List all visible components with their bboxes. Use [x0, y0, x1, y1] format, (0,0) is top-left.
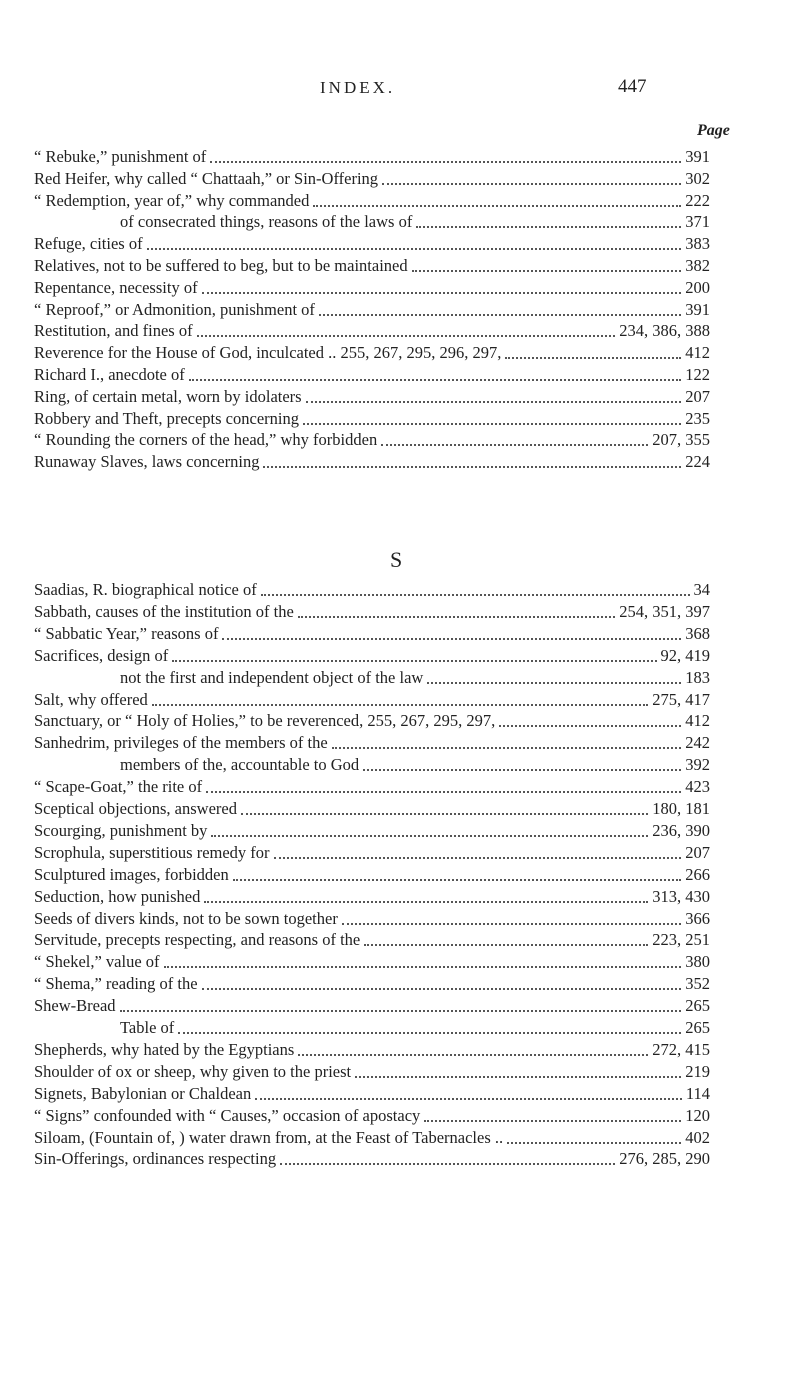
entry-text: Seduction, how punished — [34, 886, 201, 906]
entry-pages: 180, 181 — [652, 799, 710, 818]
index-entry — [34, 363, 710, 385]
entry-pages: 242 — [685, 733, 710, 753]
index-entry — [34, 863, 710, 885]
index-entry — [34, 254, 710, 276]
dot-leader — [147, 247, 682, 250]
entry-text: Saadias, R. biographical notice of — [34, 580, 257, 599]
dot-leader — [274, 856, 682, 859]
dot-leader — [172, 659, 656, 662]
dot-leader — [382, 182, 681, 185]
dot-leader — [164, 965, 682, 968]
index-entry — [34, 385, 710, 407]
index-entry — [34, 950, 710, 972]
entry-text: “ Rebuke,” punishment of — [34, 147, 207, 166]
entry-text: Ring, of certain metal, worn by idolaters — [34, 386, 302, 406]
dot-leader — [222, 637, 681, 640]
entry-pages: 234, 386, 388 — [619, 321, 710, 341]
index-entry — [34, 928, 710, 950]
dot-leader — [342, 922, 681, 925]
dot-leader — [152, 703, 648, 706]
entry-pages: 114 — [685, 1083, 710, 1103]
dot-leader — [298, 615, 615, 618]
index-entry — [120, 753, 710, 775]
entry-pages: 265 — [685, 996, 710, 1016]
index-entry — [34, 622, 710, 644]
entry-pages: 266 — [685, 864, 710, 884]
dot-leader — [241, 812, 648, 815]
index-entry — [34, 797, 710, 819]
dot-leader — [233, 878, 682, 881]
entry-text: “ Shema,” reading of the — [34, 974, 198, 994]
entry-pages: 391 — [685, 299, 710, 319]
entry-pages: 412 — [685, 711, 710, 731]
entry-pages: 368 — [685, 623, 710, 643]
dot-leader — [280, 1162, 615, 1165]
entry-pages: 224 — [685, 452, 710, 472]
entry-text: Reverence for the House of God, inculcated .. 255, 267, 295, 296, 297, — [34, 343, 502, 363]
index-entry — [34, 819, 710, 841]
entry-text: Refuge, cities of — [34, 234, 143, 254]
index-entry — [34, 709, 710, 731]
entry-pages: 391 — [685, 147, 710, 166]
index-entry — [34, 145, 710, 167]
index-entry — [34, 167, 710, 189]
entry-text: Sceptical objections, answered — [34, 799, 237, 818]
entry-pages: 371 — [685, 212, 710, 232]
entry-text: Runaway Slaves, laws concerning — [34, 452, 260, 472]
entry-pages: 272, 415 — [652, 1039, 710, 1059]
dot-leader — [364, 943, 648, 946]
entry-text: “ Shekel,” value of — [34, 952, 160, 972]
dot-leader — [381, 443, 648, 446]
index-entry — [34, 907, 710, 929]
entry-pages: 222 — [685, 190, 710, 210]
index-entry — [34, 885, 710, 907]
entry-pages: 34 — [693, 580, 710, 599]
dot-leader — [427, 681, 681, 684]
entry-pages: 302 — [685, 168, 710, 188]
dot-leader — [332, 746, 682, 749]
entry-text: “ Reproof,” or Admonition, punishment of — [34, 299, 315, 319]
index-entry — [34, 578, 710, 600]
entry-pages: 275, 417 — [652, 689, 710, 709]
entry-text: Sacrifices, design of — [34, 645, 169, 665]
entry-text: Robbery and Theft, precepts concerning — [34, 408, 299, 428]
dot-leader — [499, 724, 681, 727]
index-entry — [34, 1060, 710, 1082]
index-entry — [34, 1147, 710, 1169]
entry-text: “ Redemption, year of,” why commanded — [34, 190, 310, 210]
dot-leader — [303, 422, 681, 425]
entry-text: Sanhedrim, privileges of the members of the — [34, 733, 328, 753]
entry-pages: 313, 430 — [652, 886, 710, 906]
page-header — [0, 78, 800, 108]
entry-pages: 402 — [685, 1127, 710, 1147]
dot-leader — [263, 465, 681, 468]
entry-pages: 423 — [685, 777, 710, 797]
dot-leader — [505, 356, 681, 359]
entry-pages: 352 — [685, 974, 710, 994]
index-entry — [34, 276, 710, 298]
index-entry — [34, 775, 710, 797]
entry-text: “ Sabbatic Year,” reasons of — [34, 623, 219, 643]
entry-pages: 200 — [685, 277, 710, 297]
entry-pages: 276, 285, 290 — [619, 1149, 710, 1169]
entry-text: Table of — [120, 1018, 175, 1037]
entry-pages: 412 — [685, 343, 710, 363]
index-entry — [120, 1016, 710, 1038]
dot-leader — [319, 313, 681, 316]
entry-text: Shew-Bread — [34, 996, 116, 1016]
entry-text: Shepherds, why hated by the Egyptians — [34, 1039, 295, 1059]
entry-text: “ Signs” confounded with “ Causes,” occasion of apostacy — [34, 1105, 421, 1125]
index-entry — [34, 319, 710, 341]
entry-text: Sin-Offerings, ordinances respecting — [34, 1149, 277, 1169]
entry-pages: 122 — [685, 365, 710, 384]
index-entry — [34, 1104, 710, 1126]
entry-pages: 120 — [685, 1105, 710, 1125]
dot-leader — [298, 1053, 648, 1056]
index-entry — [34, 298, 710, 320]
dot-leader — [255, 1097, 682, 1100]
dot-leader — [412, 269, 682, 272]
dot-leader — [197, 334, 616, 337]
entry-pages: 392 — [685, 755, 710, 775]
dot-leader — [120, 1009, 682, 1012]
index-entry — [34, 341, 710, 363]
dot-leader — [507, 1141, 681, 1144]
entry-text: Sanctuary, or “ Holy of Holies,” to be reverenced, 255, 267, 295, 297, — [34, 711, 496, 731]
page-number: 447 — [618, 76, 647, 97]
entry-text: “ Scape-Goat,” the rite of — [34, 777, 203, 797]
entry-text: Red Heifer, why called “ Chattaah,” or Sin-Offering — [34, 168, 379, 188]
entry-pages: 219 — [685, 1061, 710, 1081]
dot-leader — [355, 1075, 681, 1078]
dot-leader — [202, 987, 682, 990]
entry-pages: 366 — [685, 908, 710, 928]
dot-leader — [204, 900, 648, 903]
dot-leader — [363, 768, 681, 771]
entry-text: Servitude, precepts respecting, and reasons of the — [34, 930, 361, 950]
index-entry — [34, 600, 710, 622]
dot-leader — [211, 834, 648, 837]
index-entry — [34, 731, 710, 753]
index-entry — [34, 407, 710, 429]
index-entry — [34, 994, 710, 1016]
entry-text: Seeds of divers kinds, not to be sown together — [34, 908, 338, 928]
entry-text: Repentance, necessity of — [34, 277, 198, 297]
running-title: INDEX. — [320, 78, 396, 97]
dot-leader — [416, 225, 681, 228]
index-entry — [34, 972, 710, 994]
entry-text: not the first and independent object of the law — [120, 667, 424, 687]
page-column-label: Page — [697, 122, 730, 139]
dot-leader — [261, 593, 690, 596]
entry-pages: 183 — [685, 667, 710, 687]
entry-pages: 207 — [685, 386, 710, 406]
entry-pages: 92, 419 — [660, 645, 710, 665]
index-entry — [34, 1082, 710, 1104]
index-entry — [34, 1038, 710, 1060]
entry-pages: 223, 251 — [652, 930, 710, 950]
entry-pages: 382 — [685, 256, 710, 275]
entry-text: Restitution, and fines of — [34, 321, 193, 341]
index-entry — [34, 189, 710, 211]
entry-text: Sabbath, causes of the institution of the — [34, 601, 294, 621]
index-entry — [34, 644, 710, 666]
dot-leader — [306, 400, 682, 403]
dot-leader — [210, 160, 681, 163]
dot-leader — [189, 378, 682, 381]
entry-pages: 236, 390 — [652, 820, 710, 840]
index-entry — [120, 210, 710, 232]
index-entry — [34, 450, 710, 472]
entry-text: Scrophula, superstitious remedy for — [34, 842, 270, 862]
entry-text: Richard I., anecdote of — [34, 365, 185, 384]
dot-leader — [313, 204, 681, 207]
entry-text: Signets, Babylonian or Chaldean — [34, 1083, 252, 1103]
entry-pages: 265 — [685, 1018, 710, 1037]
entry-pages: 207, 355 — [652, 430, 710, 450]
entry-text: Shoulder of ox or sheep, why given to the priest — [34, 1061, 352, 1081]
entry-text: Salt, why offered — [34, 689, 148, 709]
entry-text: “ Rounding the corners of the head,” why forbidden — [34, 430, 378, 450]
entry-text: Relatives, not to be suffered to beg, but to be maintained — [34, 256, 408, 275]
entry-text: Siloam, (Fountain of, ) water drawn from, at the Feast of Tabernacles .. — [34, 1127, 504, 1147]
dot-leader — [178, 1031, 681, 1034]
entry-text: Sculptured images, forbidden — [34, 864, 229, 884]
index-entry — [34, 688, 710, 710]
entry-pages: 380 — [685, 952, 710, 972]
entry-text: Scourging, punishment by — [34, 820, 208, 840]
entry-pages: 207 — [685, 842, 710, 862]
index-entry — [34, 232, 710, 254]
entry-text: of consecrated things, reasons of the laws of — [120, 212, 413, 232]
dot-leader — [206, 790, 681, 793]
entry-pages: 254, 351, 397 — [619, 601, 710, 621]
index-entry — [34, 841, 710, 863]
entry-pages: 235 — [685, 408, 710, 428]
index-entry — [120, 666, 710, 688]
index-entry — [34, 428, 710, 450]
dot-leader — [424, 1119, 681, 1122]
entry-pages: 383 — [685, 234, 710, 254]
entry-text: members of the, accountable to God — [120, 755, 360, 775]
dot-leader — [202, 291, 682, 294]
section-letter-s: S — [390, 547, 403, 572]
index-entry — [34, 1126, 710, 1148]
